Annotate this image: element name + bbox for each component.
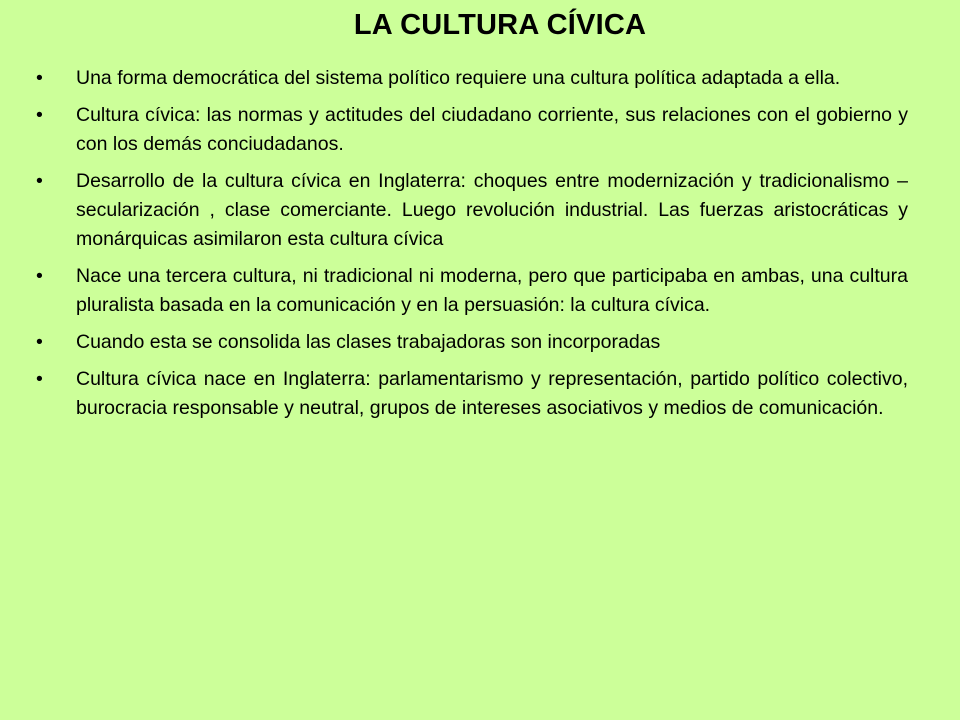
bullet-text: Desarrollo de la cultura cívica en Inglaterra: choques entre modernización y tradicionalismo – secularización , clase comerciante. Luego revolución industrial. Las fuerzas aristocráticas y monárquicas asimilaron esta cultura cívica bbox=[76, 170, 908, 250]
bullet-text: Una forma democrática del sistema político requiere una cultura política adaptada a ella. bbox=[76, 67, 841, 89]
list-item bbox=[36, 101, 908, 159]
list-item bbox=[36, 365, 908, 423]
slide-title: LA CULTURA CÍVICA bbox=[353, 9, 647, 41]
bullet-icon: • bbox=[36, 104, 43, 126]
list-item bbox=[36, 64, 908, 93]
bullet-icon: • bbox=[36, 170, 43, 192]
list-item bbox=[36, 167, 908, 254]
bullet-icon: • bbox=[36, 368, 43, 390]
bullet-text: Cultura cívica nace en Inglaterra: parlamentarismo y representación, partido político colectivo, burocracia responsable y neutral, grupos de intereses asociativos y medios de comunicación. bbox=[76, 368, 908, 419]
bullet-list bbox=[36, 64, 908, 431]
bullet-text: Cultura cívica: las normas y actitudes del ciudadano corriente, sus relaciones con el gobierno y con los demás conciudadanos. bbox=[76, 104, 908, 155]
bullet-text: Nace una tercera cultura, ni tradicional ni moderna, pero que participaba en ambas, una cultura pluralista basada en la comunicación y en la persuasión: la cultura cívica. bbox=[76, 265, 908, 316]
list-item bbox=[36, 328, 908, 357]
bullet-icon: • bbox=[36, 331, 43, 353]
bullet-icon: • bbox=[36, 265, 43, 287]
bullet-icon: • bbox=[36, 67, 43, 89]
bullet-text: Cuando esta se consolida las clases trabajadoras son incorporadas bbox=[76, 331, 661, 353]
list-item bbox=[36, 262, 908, 320]
